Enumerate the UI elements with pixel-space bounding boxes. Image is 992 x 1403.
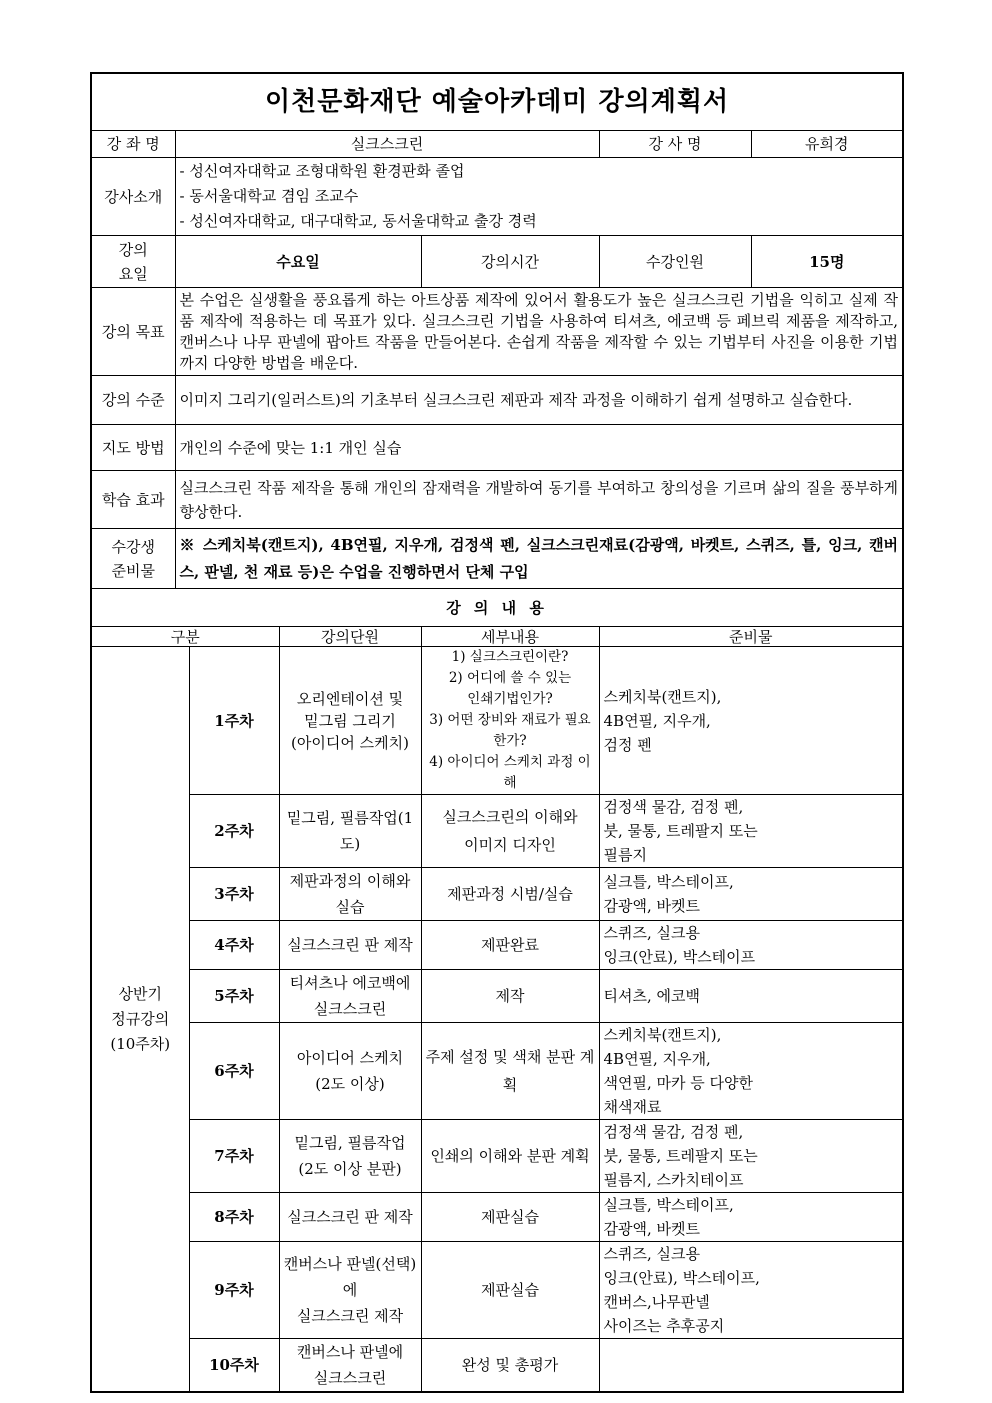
- unit-materials-line: 붓, 물통, 트레팔지 또는: [603, 1147, 758, 1165]
- prep-label-line: 수강생: [111, 537, 155, 556]
- week-number: 4주차: [189, 921, 279, 970]
- unit-materials-line: 사이즈는 추후공지: [603, 1317, 725, 1335]
- unit-detail: [421, 647, 599, 795]
- unit-title-line: 실습: [335, 898, 365, 916]
- unit-materials-line: 필름지, 스카치테이프: [603, 1171, 744, 1189]
- unit-materials-line: 스케치북(캔트지),: [603, 687, 722, 706]
- bio-line: - 성신여자대학교 조형대학원 환경판화 졸업: [179, 162, 465, 180]
- unit-materials-line: 검정 펜: [603, 735, 652, 754]
- unit-materials-line: 색연필, 마카 등 다양한: [603, 1074, 753, 1092]
- table-row: [91, 921, 903, 970]
- unit-materials-line: 채색재료: [603, 1098, 662, 1116]
- unit-materials-line: 검정색 물감, 검정 펜,: [603, 1123, 744, 1141]
- unit-title-line: 밑그림, 필름작업(1도): [286, 809, 414, 853]
- table-row: [91, 970, 903, 1023]
- unit-detail-line: 인쇄기법인가?: [467, 691, 553, 707]
- unit-title: [279, 1193, 421, 1242]
- table-row: [91, 1242, 903, 1339]
- unit-detail-line: 제판실습: [481, 1208, 539, 1226]
- unit-materials-line: 붓, 물통, 트레팔지 또는: [603, 822, 758, 840]
- unit-title-line: 티셔츠나 에코백에: [289, 974, 411, 992]
- unit-detail: [421, 1242, 599, 1339]
- table-row: [91, 1339, 903, 1393]
- unit-materials-line: 실크틀, 박스테이프,: [603, 873, 734, 891]
- unit-materials-line: 감광액, 바켓트: [603, 897, 700, 915]
- unit-materials-line: 스퀴즈, 실크용: [603, 924, 700, 942]
- unit-materials: [599, 647, 903, 795]
- unit-detail-line: 제판과정 시범/실습: [447, 885, 573, 903]
- unit-title-line: 실크스크린: [313, 1000, 387, 1018]
- unit-title-line: 제판과정의 이해와: [289, 872, 411, 890]
- goal-label: 강의 목표: [91, 288, 175, 376]
- week-number: 6주차: [189, 1023, 279, 1120]
- week-number: 10주차: [189, 1339, 279, 1393]
- unit-materials: [599, 1120, 903, 1193]
- week-number: 9주차: [189, 1242, 279, 1339]
- effect-text: 실크스크린 작품 제작을 통해 개인의 잠재력을 개발하여 동기를 부여하고 창의성을 기르며 삶의 질을 풍부하게 향상한다.: [175, 471, 903, 529]
- unit-detail: [421, 921, 599, 970]
- unit-detail: [421, 1023, 599, 1120]
- course-name: 실크스크린: [175, 131, 599, 158]
- week-number: 3주차: [189, 868, 279, 921]
- unit-materials-line: 스퀴즈, 실크용: [603, 1245, 700, 1263]
- unit-title-line: 캔버스나 판넬에: [296, 1343, 404, 1361]
- unit-materials-line: 티셔츠, 에코백: [603, 987, 700, 1005]
- unit-materials: [599, 921, 903, 970]
- instructor-name: 유희경: [751, 131, 903, 158]
- unit-title: [279, 1023, 421, 1120]
- unit-detail-line: 3) 어떤 장비와 재료가 필요한가?: [429, 712, 591, 749]
- header-materials: 준비물: [599, 627, 903, 647]
- effect-label: 학습 효과: [91, 471, 175, 529]
- week-number: 8주차: [189, 1193, 279, 1242]
- unit-materials-line: 필름지: [603, 846, 647, 864]
- unit-detail-line: 이미지 디자인: [464, 836, 556, 854]
- level-text: 이미지 그리기(일러스트)의 기초부터 실크스크린 제판과 제작 과정을 이해하기 쉽게 설명하고 실습한다.: [175, 376, 903, 425]
- header-division: 구분: [91, 627, 279, 647]
- week-number: 2주차: [189, 795, 279, 868]
- prep-label-line: 준비물: [111, 561, 155, 580]
- method-label: 지도 방법: [91, 425, 175, 471]
- unit-materials-line: 감광액, 바켓트: [603, 1220, 700, 1238]
- unit-title: [279, 1120, 421, 1193]
- unit-title: [279, 970, 421, 1023]
- level-label: 강의 수준: [91, 376, 175, 425]
- unit-materials-line: 잉크(안료), 박스테이프: [603, 948, 756, 966]
- unit-materials-line: 검정색 물감, 검정 펜,: [603, 798, 744, 816]
- unit-detail-line: 제판완료: [481, 936, 539, 954]
- unit-title-line: 실크스크린 판 제작: [287, 1208, 413, 1226]
- unit-title: [279, 921, 421, 970]
- unit-title: [279, 1242, 421, 1339]
- header-detail: 세부내용: [421, 627, 599, 647]
- table-row: [91, 1120, 903, 1193]
- unit-title-line: (2도 이상 분판): [298, 1160, 402, 1178]
- unit-detail-line: 제작: [495, 987, 525, 1005]
- table-row: [91, 868, 903, 921]
- unit-detail-line: 1) 실크스크린이란?: [451, 649, 569, 665]
- course-label: 강 좌 명: [91, 131, 175, 158]
- unit-title: [279, 1339, 421, 1393]
- unit-title: [279, 868, 421, 921]
- unit-title-line: 캔버스나 판넬(선택)에: [283, 1255, 417, 1299]
- table-row: [91, 647, 903, 795]
- unit-detail-line: 주제 설정 및 색채 분판 계획: [425, 1048, 595, 1094]
- prep-text: ※ 스케치북(캔트지), 4B연필, 지우개, 검정색 펜, 실크스크린재료(감광액, 바켓트, 스퀴즈, 틀, 잉크, 캔버스, 판넬, 천 재료 등)은 수업을 진행하면서 단체 구입: [175, 529, 903, 589]
- goal-text: 본 수업은 실생활을 풍요롭게 하는 아트상품 제작에 있어서 활용도가 높은 실크스크린 기법을 익히고 실제 작품 제작에 적용하는 데 목표가 있다. 실크스크린 기법을 사용하여 티셔츠, 에코백 등 페브릭 제품을 제작하고, 캔버스나 나무 판넬에 팝아트 작품을 만들어본다. 손쉽게 작품을 제작할 수 있는 기법부터 사진을 이용한 기법까지 다양한 방법을 배운다.: [175, 288, 903, 376]
- day-label-line: 강의: [118, 240, 148, 259]
- capacity-value: 15명: [751, 236, 903, 288]
- bio-line: - 동서울대학교 겸임 조교수: [179, 187, 359, 205]
- instructor-label: 강 사 명: [599, 131, 751, 158]
- document-title: 이천문화재단 예술아카데미 강의계획서: [91, 73, 903, 131]
- lecture-day: 수요일: [175, 236, 421, 288]
- unit-materials-line: 4B연필, 지우개,: [603, 1050, 711, 1068]
- lecture-plan-sheet: [90, 72, 902, 1393]
- header-unit: 강의단원: [279, 627, 421, 647]
- unit-detail-line: 4) 아이디어 스케치 과정 이해: [429, 754, 591, 791]
- unit-materials-line: 실크틀, 박스테이프,: [603, 1196, 734, 1214]
- unit-detail: [421, 1339, 599, 1393]
- unit-title-line: 실크스크린 판 제작: [287, 936, 413, 954]
- unit-detail-line: 제판실습: [481, 1281, 539, 1299]
- week-number: 5주차: [189, 970, 279, 1023]
- unit-title-line: 오리엔테이션 및: [296, 689, 404, 708]
- capacity-label: 수강인원: [599, 236, 751, 288]
- unit-title-line: 밑그림, 필름작업: [294, 1134, 406, 1152]
- unit-materials: [599, 1242, 903, 1339]
- unit-materials-line: 캔버스,나무판넬: [603, 1293, 710, 1311]
- unit-materials: [599, 970, 903, 1023]
- unit-detail-line: 완성 및 총평가: [461, 1356, 559, 1374]
- unit-detail-line: 인쇄의 이해와 분판 계획: [430, 1147, 590, 1165]
- bio-content: [175, 158, 903, 236]
- week-number: 1주차: [189, 647, 279, 795]
- group-label-line: 정규강의: [111, 1009, 170, 1028]
- unit-materials: [599, 868, 903, 921]
- day-label-line: 요일: [118, 264, 148, 283]
- bio-label: 강사소개: [91, 158, 175, 236]
- lecture-plan-table: [90, 72, 904, 1393]
- method-text: 개인의 수준에 맞는 1:1 개인 실습: [175, 425, 903, 471]
- unit-title: [279, 795, 421, 868]
- unit-detail: [421, 868, 599, 921]
- table-row: [91, 795, 903, 868]
- unit-title-line: 아이디어 스케치: [296, 1049, 404, 1067]
- group-label: [91, 647, 189, 1393]
- unit-materials: [599, 1339, 903, 1393]
- week-number: 7주차: [189, 1120, 279, 1193]
- day-label: [91, 236, 175, 288]
- group-label-line: (10주차): [110, 1034, 171, 1053]
- unit-title: [279, 647, 421, 795]
- unit-detail: [421, 795, 599, 868]
- unit-title-line: 실크스크린 제작: [296, 1307, 404, 1325]
- prep-label: [91, 529, 175, 589]
- unit-materials-line: 4B연필, 지우개,: [603, 711, 711, 730]
- unit-materials-line: 잉크(안료), 박스테이프,: [603, 1269, 760, 1287]
- unit-title-line: 밑그림 그리기: [304, 711, 396, 730]
- unit-detail: [421, 1120, 599, 1193]
- unit-detail-line: 실크스크린의 이해와: [442, 808, 578, 826]
- unit-title-line: (2도 이상): [315, 1075, 385, 1093]
- group-label-line: 상반기: [118, 984, 162, 1003]
- bio-line: - 성신여자대학교, 대구대학교, 동서울대학교 출강 경력: [179, 212, 537, 230]
- content-heading: 강 의 내 용: [91, 589, 903, 627]
- unit-detail: [421, 970, 599, 1023]
- unit-materials-line: 스케치북(캔트지),: [603, 1026, 722, 1044]
- table-row: [91, 1193, 903, 1242]
- unit-materials: [599, 1023, 903, 1120]
- time-label: 강의시간: [421, 236, 599, 288]
- unit-title-line: 실크스크린: [313, 1369, 387, 1387]
- table-row: [91, 1023, 903, 1120]
- unit-materials: [599, 1193, 903, 1242]
- unit-detail: [421, 1193, 599, 1242]
- unit-materials: [599, 795, 903, 868]
- weekly-schedule: [91, 647, 903, 1393]
- unit-detail-line: 2) 어디에 쓸 수 있는: [448, 670, 572, 686]
- unit-title-line: (아이디어 스케치): [291, 733, 409, 752]
